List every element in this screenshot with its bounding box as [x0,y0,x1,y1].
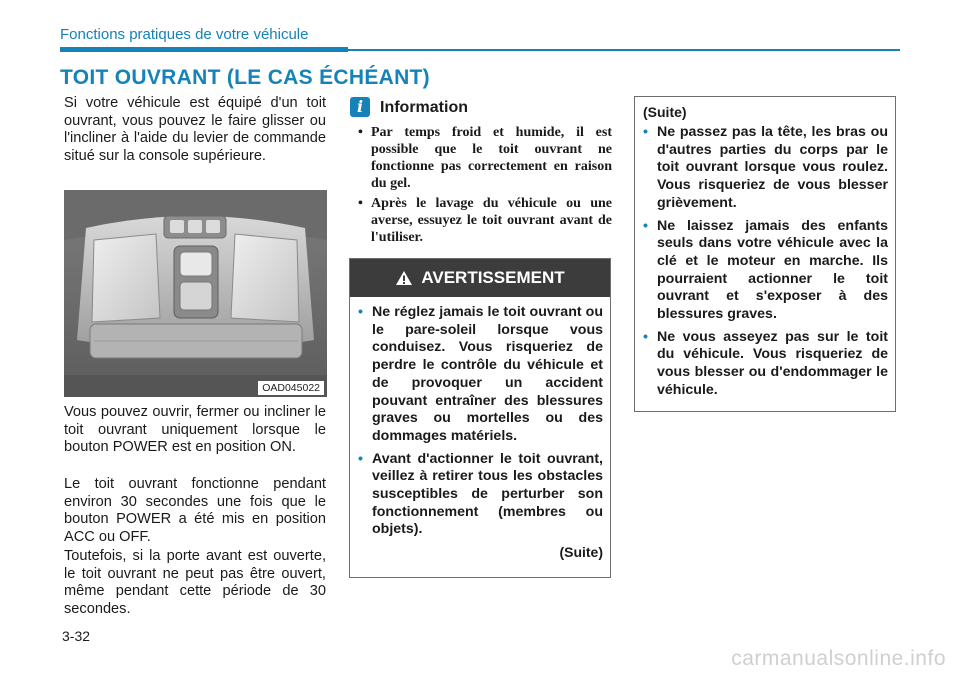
info-item: • Par temps froid et humide, il est possible que le toit ouvrant ne fonctionne pas correctement en raison du gel. [358,125,612,191]
info-icon: i [350,97,370,117]
continuation-body [643,124,888,405]
header-rule-thin [348,49,900,51]
intro-paragraph: Si votre véhicule est équipé d'un toit ouvrant, vous pouvez le faire glisser ou l'incliner à l'aide du levier de commande situé sur la console supérieure. [64,95,326,164]
header-rule-thick [60,47,348,52]
continuation-item: • Ne passez pas la tête, les bras ou d'autres parties du corps par le toit ouvrant lorsque vous roulez. Vous risqueriez de vous blesser grièvement. [643,124,888,211]
paragraph-30-seconds: Le toit ouvrant fonctionne pendant environ 30 secondes une fois que le bouton POWER a été mis en position ACC ou OFF. [64,476,326,545]
info-item: • Après le lavage du véhicule ou une averse, essuyez le toit ouvrant avant de l'utiliser. [358,196,612,245]
info-list [358,124,612,249]
watermark: carmanualsonline.info [731,647,946,670]
warning-item: • Avant d'actionner le toit ouvrant, veillez à retirer tous les obstacles susceptibles de perturber son fonctionnement (membres ou objets). [358,450,603,538]
info-title: Information [380,99,468,116]
warning-body [358,304,603,560]
continuation-label: (Suite) [643,104,687,120]
continuation-item: • Ne laissez jamais des enfants seuls dans votre véhicule avec la clé et le moteur en marche. Ils pourraient actionner le toit ouvrant et s'exposer à des blessures graves. [643,217,888,323]
paragraph-front-door: Toutefois, si la porte avant est ouverte, le toit ouvrant ne peut pas être ouvert, même pendant cette période de 30 secondes. [64,548,326,617]
paragraph-power-on: Vous pouvez ouvrir, fermer ou incliner le toit ouvrant uniquement lorsque le bouton POWER est en position ON. [64,404,326,456]
overhead-console-illustration [64,190,327,397]
page-number: 3-32 [62,628,91,644]
warning-box [349,258,611,578]
warning-title: AVERTISSEMENT [421,268,565,287]
overhead-console-photo [64,190,327,397]
warning-triangle-icon [395,270,413,286]
warning-item: • Ne réglez jamais le toit ouvrant ou le pare-soleil lorsque vous conduisez. Vous risqueriez de perdre le contrôle du véhicule et de provoquer un accident pouvant entraîner des blessures graves ou mortelles ou des dommages matériels. [358,304,603,444]
image-code: OAD045022 [258,381,324,395]
continued-label: (Suite) [559,544,603,561]
continuation-box [634,96,896,412]
page-title: TOIT OUVRANT (LE CAS ÉCHÉANT) [60,66,430,89]
warning-list [358,304,603,539]
section-header: Fonctions pratiques de votre véhicule [60,26,309,43]
continuation-item: • Ne vous asseyez pas sur le toit du véhicule. Vous risqueriez de vous blesser ou d'endommager le véhicule. [643,328,888,398]
warning-header [350,259,610,297]
continuation-list [643,124,888,400]
